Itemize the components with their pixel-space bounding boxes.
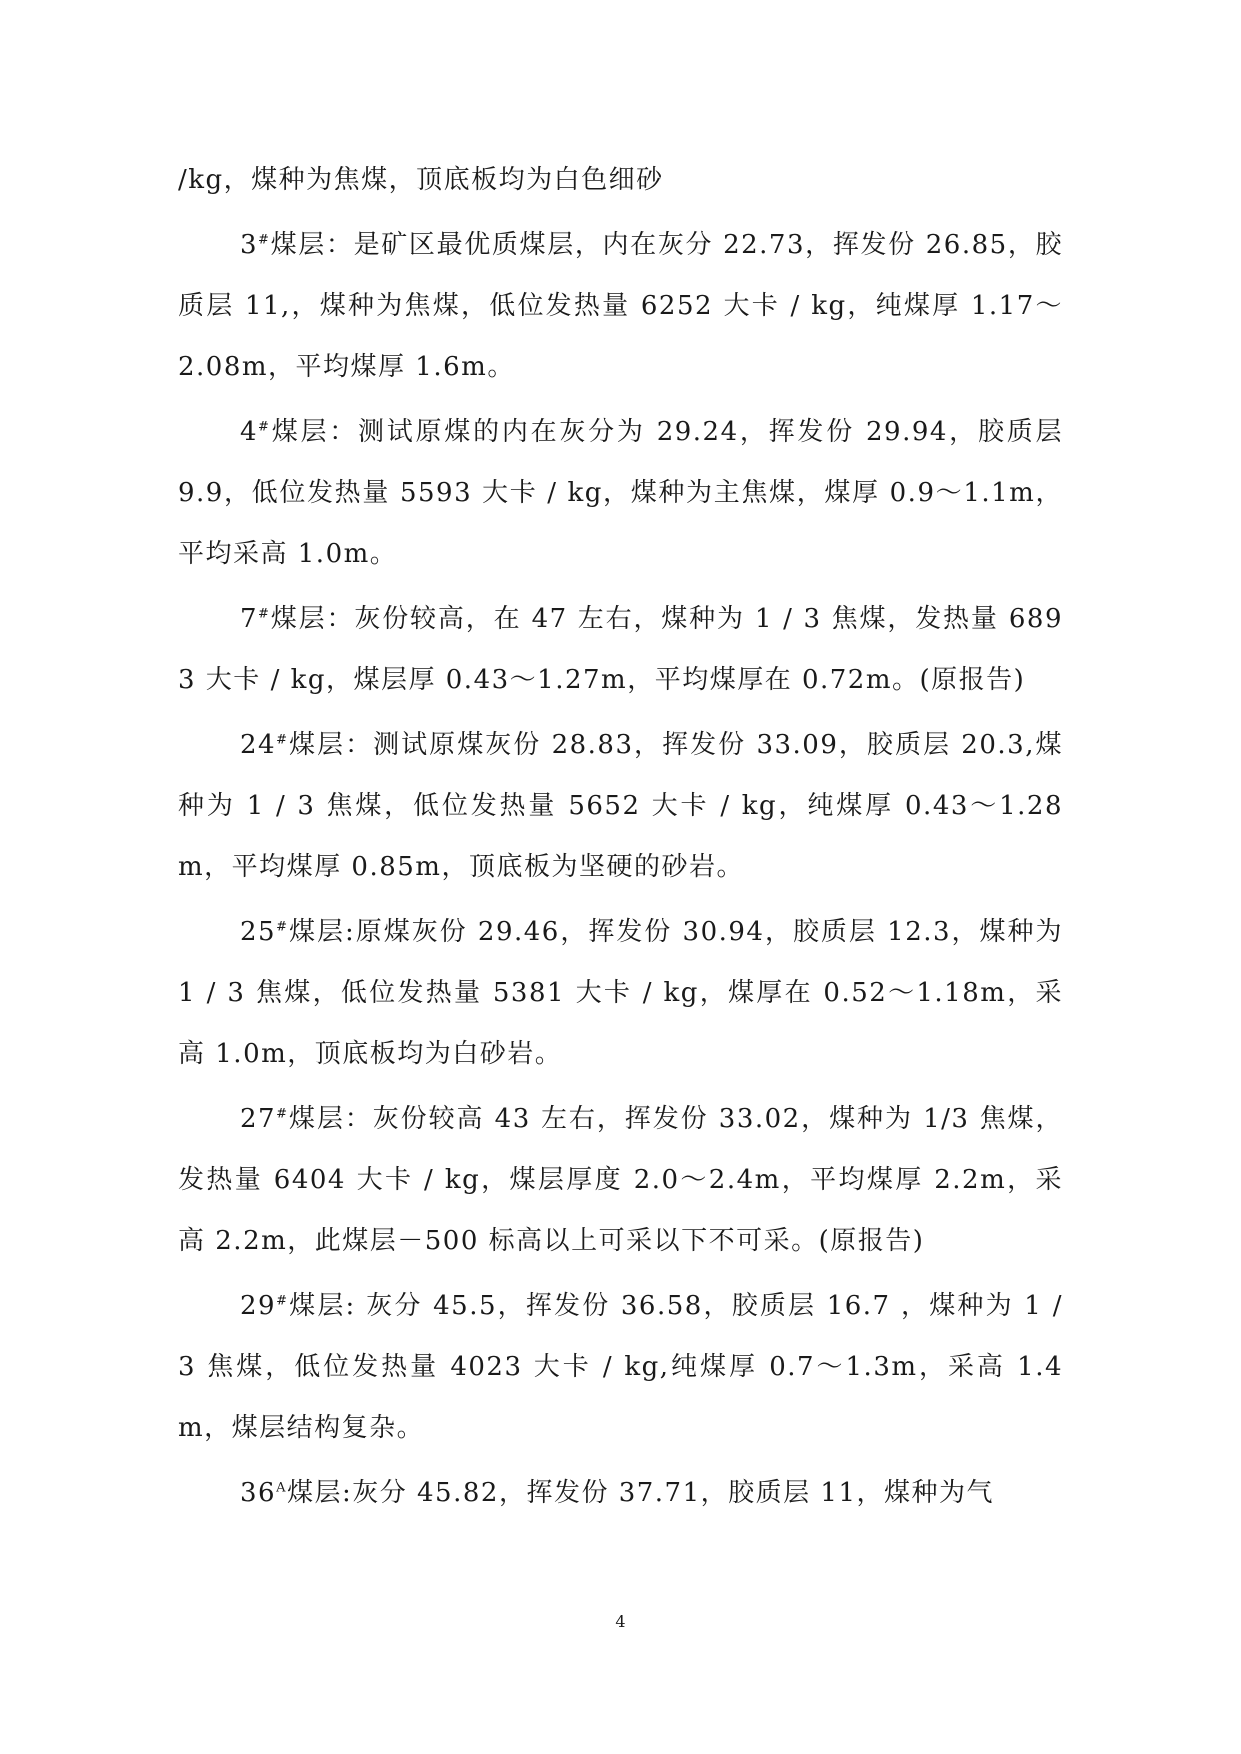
paragraph-seam-29 — [178, 1276, 1063, 1459]
paragraph-text: 是矿区最优质煤层，内在灰分 22.73，挥发份 26.85，胶质层 11,，煤种为焦煤，低位发热量 6252 大卡 / kg，纯煤厚 1.17～2.08m，平均煤厚 1.6m。 — [178, 230, 1063, 382]
paragraph-seam-24 — [178, 715, 1063, 898]
seam-label-text: 煤层： — [288, 1104, 373, 1134]
seam-number: 7 — [240, 604, 259, 634]
seam-label-text: 煤层: — [288, 1291, 356, 1321]
seam-label — [240, 1104, 373, 1134]
paragraph-seam-4 — [178, 402, 1063, 585]
seam-number: 4 — [240, 417, 259, 447]
paragraph-seam-25 — [178, 902, 1063, 1085]
seam-label-text: 煤层: — [288, 917, 356, 947]
seam-label-text: 煤层： — [270, 604, 355, 634]
seam-superscript: # — [276, 919, 289, 935]
paragraph-text: 灰分 45.5，挥发份 36.58，胶质层 16.7 ，煤种为 1 / 3 焦煤，低位发热量 4023 大卡 / kg,纯煤厚 0.7～1.3m，采高 1.4m，煤层结构复杂。 — [178, 1291, 1063, 1443]
seam-number: 3 — [240, 230, 259, 260]
paragraph-text: /kg，煤种为焦煤，顶底板均为白色细砂 — [178, 165, 664, 195]
paragraph-seam-3 — [178, 215, 1063, 398]
seam-superscript: # — [258, 419, 271, 435]
seam-label-text: 煤层： — [270, 417, 359, 447]
seam-number: 36 — [240, 1478, 277, 1508]
seam-superscript: # — [276, 732, 289, 748]
paragraph-text: 灰份较高，在 47 左右，煤种为 1 / 3 焦煤，发热量 6893 大卡 / kg，煤层厚 0.43～1.27m，平均煤厚在 0.72m。(原报告) — [178, 604, 1063, 695]
paragraph-text: 灰分 45.82，挥发份 37.71，胶质层 11，煤种为气 — [352, 1478, 994, 1508]
paragraph-text: 灰份较高 43 左右，挥发份 33.02，煤种为 1/3 焦煤，发热量 6404 大卡 / kg，煤层厚度 2.0～2.4m，平均煤厚 2.2m，采高 2.2m，此煤层－500 标高以上可采以下不可采。(原报告) — [178, 1104, 1063, 1256]
paragraph-text: 测试原煤的内在灰分为 29.24，挥发份 29.94，胶质层 9.9，低位发热量 5593 大卡 / kg，煤种为主焦煤，煤厚 0.9～1.1m，平均采高 1.0m。 — [178, 417, 1063, 569]
seam-superscript: # — [276, 1293, 289, 1309]
seam-label — [240, 417, 358, 447]
seam-label — [240, 1478, 352, 1508]
document-body — [178, 150, 1063, 1528]
seam-superscript: # — [276, 1106, 289, 1122]
seam-label — [240, 1291, 356, 1321]
paragraph-text: 测试原煤灰份 28.83，挥发份 33.09，胶质层 20.3,煤种为 1 / 3 焦煤，低位发热量 5652 大卡 / kg，纯煤厚 0.43～1.28m，平均煤厚 0.85m，顶底板为坚硬的砂岩。 — [178, 730, 1063, 882]
paragraph-continued — [178, 150, 1063, 211]
seam-superscript: A — [276, 1480, 287, 1496]
paragraph-seam-27 — [178, 1089, 1063, 1272]
seam-label-text: 煤层： — [288, 730, 374, 760]
seam-label-text: 煤层： — [270, 230, 354, 260]
paragraph-seam-36a — [178, 1463, 1063, 1524]
seam-number: 25 — [240, 917, 277, 947]
seam-label-text: 煤层: — [286, 1478, 353, 1508]
paragraph-seam-7 — [178, 589, 1063, 711]
paragraph-text: 原煤灰份 29.46，挥发份 30.94，胶质层 12.3，煤种为 1 / 3 焦煤，低位发热量 5381 大卡 / kg，煤厚在 0.52～1.18m，采高 1.0m，顶底板均为白砂岩。 — [178, 917, 1063, 1069]
seam-superscript: # — [258, 606, 271, 622]
seam-label — [240, 230, 354, 260]
seam-number: 27 — [240, 1104, 277, 1134]
seam-number: 29 — [240, 1291, 277, 1321]
seam-number: 24 — [240, 730, 277, 760]
seam-superscript: # — [258, 232, 271, 248]
seam-label — [240, 917, 355, 947]
page-number: 4 — [615, 1612, 626, 1631]
seam-label — [240, 730, 373, 760]
seam-label — [240, 604, 354, 634]
